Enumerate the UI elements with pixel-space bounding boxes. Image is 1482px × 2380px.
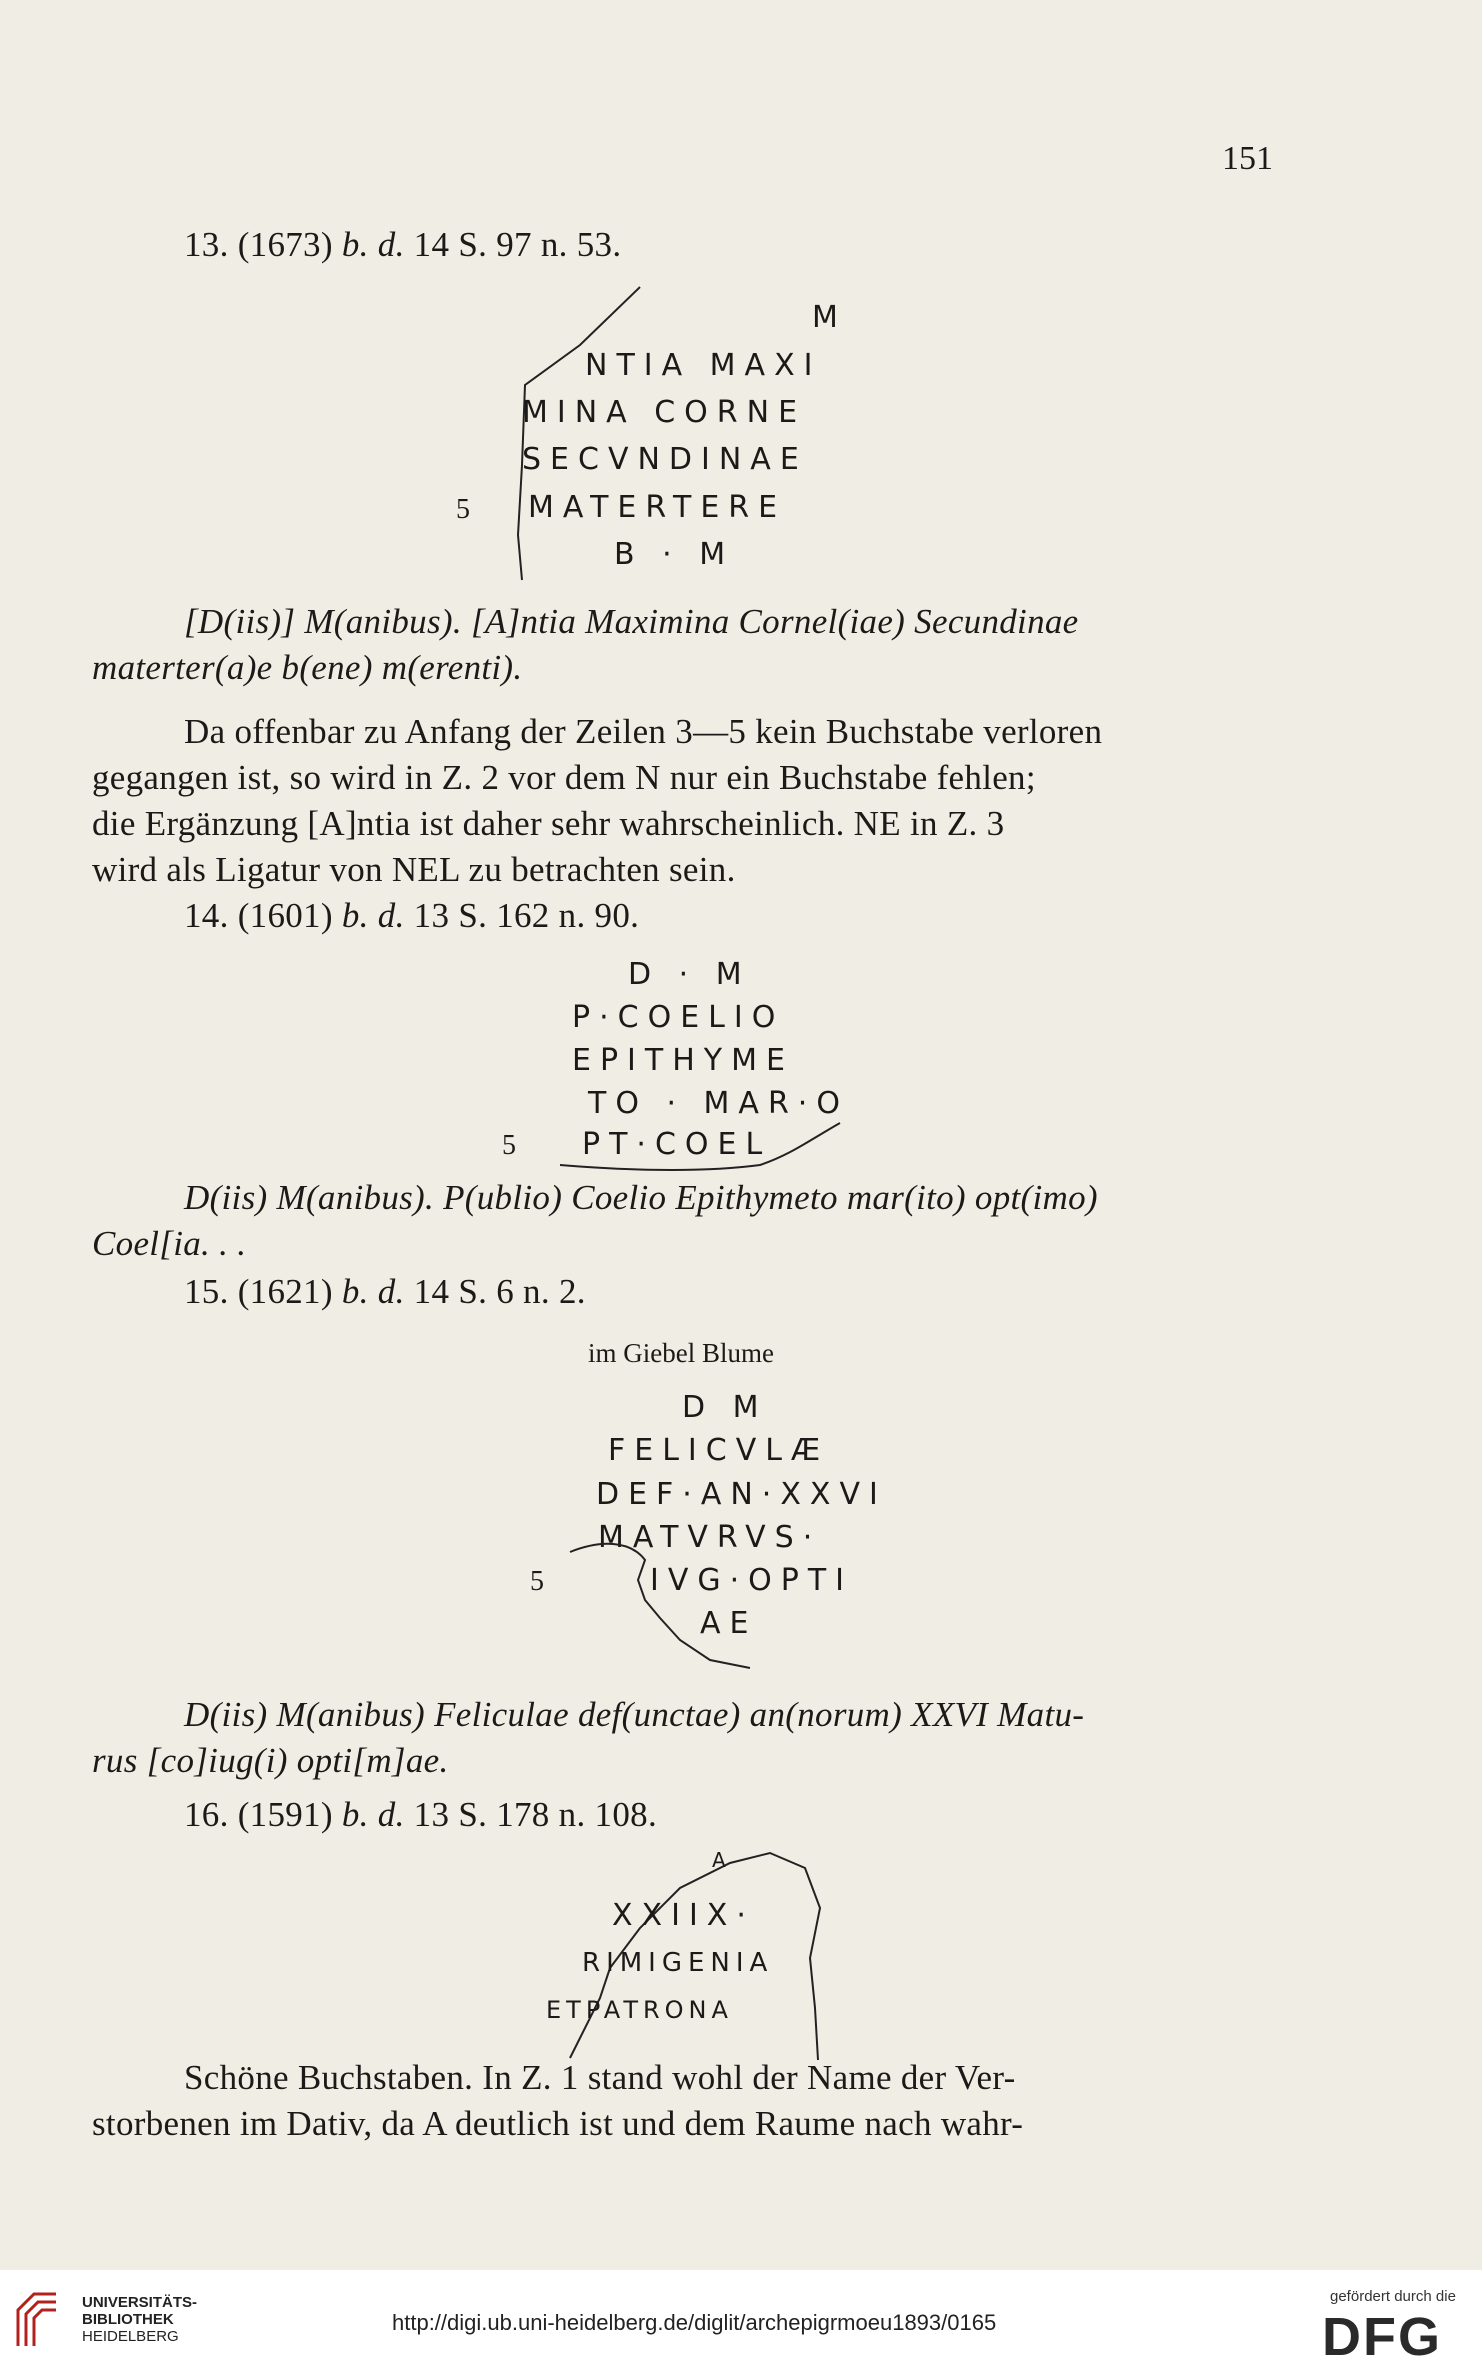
inscription-14-break-line (560, 1115, 850, 1175)
ub-heidelberg-logo-icon (14, 2290, 60, 2350)
inscription-14-line-number: 5 (502, 1130, 516, 1161)
entry-16-heading (184, 1795, 657, 1835)
entry-16-number: 16. (1591) (184, 1795, 342, 1834)
entry-14-heading (184, 896, 639, 936)
entry-13-number: 13. (1673) (184, 225, 342, 264)
inscription-14-line-2: P·COELIO (572, 1000, 785, 1035)
library-name-line-1: UNIVERSITÄTS- (82, 2294, 198, 2311)
entry-15-heading (184, 1272, 586, 1312)
entry-13-reading-1: [D(iis)] M(anibus). [A]ntia Maximina Cornel(iae) Secundinae (184, 602, 1079, 641)
entry-14-reading-1: D(iis) M(anibus). P(ublio) Coelio Epithymeto mar(ito) opt(imo) (184, 1178, 1098, 1217)
entry-13-commentary-4: wird als Ligatur von NEL zu betrachten sein. (92, 850, 736, 889)
inscription-15-line-2: FELICVLÆ (608, 1433, 830, 1468)
entry-14-reading-2: Coel[ia. . . (92, 1224, 247, 1263)
entry-15-reading-2: rus [co]iug(i) opti[m]ae. (92, 1741, 449, 1780)
entry-14-reference: 13 S. 162 n. 90. (404, 896, 640, 935)
inscription-16-line-2: XXIIX· (612, 1898, 755, 1933)
entry-13-commentary-3: die Ergänzung [A]ntia ist daher sehr wahrscheinlich. NE in Z. 3 (92, 804, 1005, 843)
funded-by-label: gefördert durch die (1330, 2288, 1456, 2305)
inscription-15-break-line (570, 1540, 770, 1690)
inscription-13-line-4: SECVNDINAE (522, 442, 808, 477)
library-name-line-3: HEIDELBERG (82, 2328, 179, 2345)
inscription-15-line-3: DEF·AN·XXVI (596, 1477, 887, 1512)
inscription-13-line-1: M (812, 300, 847, 335)
inscription-14-line-4: TO · MAR·O (588, 1086, 849, 1121)
inscription-14-line-1: D · M (628, 957, 751, 992)
entry-15-number: 15. (1621) (184, 1272, 342, 1311)
inscription-14-line-5: PT·COEL (582, 1127, 772, 1162)
inscription-13-line-5: MATERTERE (528, 490, 787, 525)
entry-13-commentary-2: gegangen ist, so wird in Z. 2 vor dem N nur ein Buchstabe fehlen; (92, 758, 1036, 797)
inscription-13-line-number: 5 (456, 494, 470, 525)
entry-16-commentary-2: storbenen im Dativ, da A deutlich ist und dem Raume nach wahr- (92, 2104, 1024, 2143)
inscription-16-line-3: RIMIGENIA (582, 1948, 774, 1978)
footer-bar (0, 2270, 1482, 2380)
entry-14-number: 14. (1601) (184, 896, 342, 935)
entry-13-heading (184, 225, 621, 265)
entry-15-source: b. d. (341, 1272, 405, 1311)
inscription-13-line-2: NTIA MAXI (585, 348, 822, 383)
entry-14-source: b. d. (341, 896, 405, 935)
entry-16-commentary-1: Schöne Buchstaben. In Z. 1 stand wohl der Name der Ver- (184, 2058, 1016, 2097)
entry-15-reference: 14 S. 6 n. 2. (404, 1272, 586, 1311)
inscription-16-line-1: A (712, 1848, 735, 1872)
inscription-13-line-3: MINA CORNE (522, 395, 807, 430)
entry-13-reference: 14 S. 97 n. 53. (404, 225, 622, 264)
entry-16-reference: 13 S. 178 n. 108. (404, 1795, 657, 1834)
inscription-15-line-6: AE (700, 1606, 758, 1641)
entry-13-reading-2: materter(a)e b(ene) m(erenti). (92, 648, 523, 687)
entry-16-source: b. d. (341, 1795, 405, 1834)
inscription-15-line-4: MATVRVS· (598, 1520, 822, 1555)
dfg-logo: DFG (1322, 2307, 1442, 2367)
inscription-16-line-4: ETPATRONA (546, 1996, 733, 2024)
inscription-14-line-3: EPITHYME (572, 1043, 794, 1078)
inscription-15-line-number: 5 (530, 1566, 544, 1597)
entry-15-reading-1: D(iis) M(anibus) Feliculae def(unctae) an(norum) XXVI Matu- (184, 1695, 1085, 1734)
entry-13-source: b. d. (341, 225, 405, 264)
inscription-13-line-6: B · M (614, 537, 735, 572)
inscription-15-line-5: IVG·OPTI (650, 1563, 854, 1598)
library-name-line-2: BIBLIOTHEK (82, 2311, 174, 2328)
inscription-15-line-1: D M (682, 1390, 768, 1425)
inscription-15-note: im Giebel Blume (588, 1338, 774, 1368)
permalink-url[interactable]: http://digi.ub.uni-heidelberg.de/diglit/archepigrmoeu1893/0165 (392, 2310, 997, 2335)
page-number: 151 (1222, 140, 1273, 177)
entry-13-commentary-1: Da offenbar zu Anfang der Zeilen 3—5 kein Buchstabe verloren (184, 712, 1103, 751)
